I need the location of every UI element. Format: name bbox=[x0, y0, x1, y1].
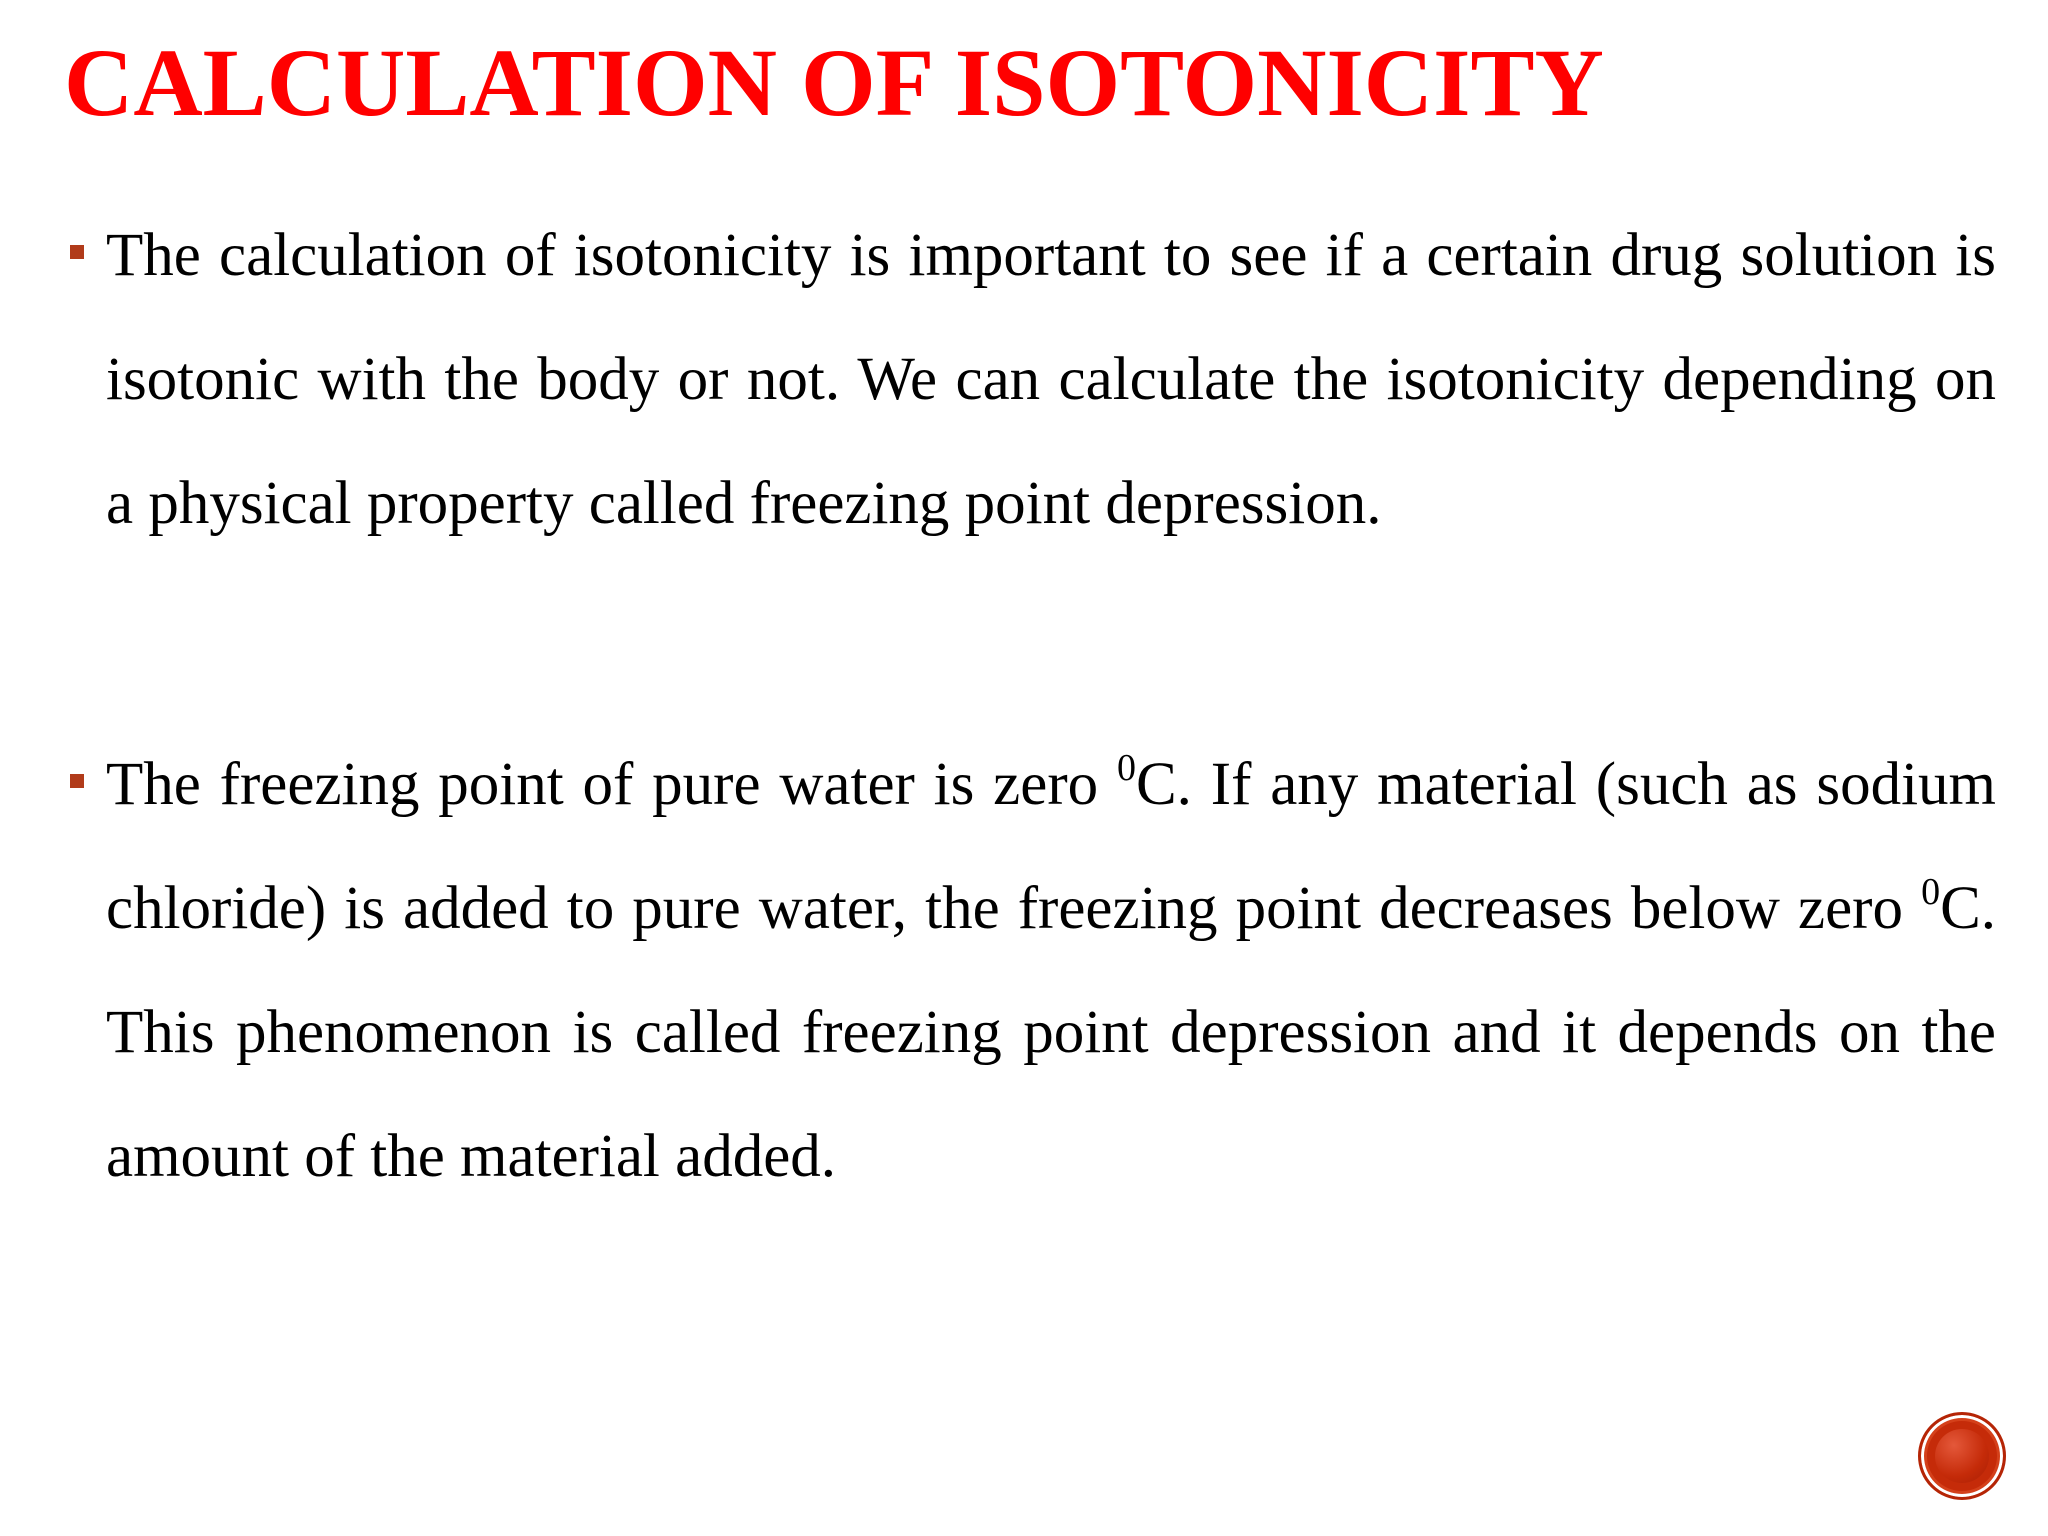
superscript: 0 bbox=[1921, 871, 1941, 913]
bullet-item bbox=[106, 723, 1996, 1219]
bullet-text-part: C. This phenomenon is called freezing point depression and it depends on the amount of the material added. bbox=[106, 875, 1996, 1190]
square-bullet-icon bbox=[70, 774, 84, 788]
slide-title: CALCULATION OF ISOTONICITY bbox=[64, 29, 1604, 136]
button-shine bbox=[1935, 1429, 1989, 1483]
bullet-text-part: The freezing point of pure water is zero bbox=[106, 751, 1117, 818]
circle-button-icon[interactable] bbox=[1918, 1412, 2006, 1500]
square-bullet-icon bbox=[70, 245, 84, 259]
bullet-text: The calculation of isotonicity is important to see if a certain drug solution is isotonic with the body or not. We can calculate the isotonicity depending on a physical property called freezing point depression. bbox=[106, 222, 1996, 537]
bullet-item bbox=[106, 194, 1996, 566]
superscript: 0 bbox=[1116, 747, 1136, 789]
bullet-text-part: C. If any material (such as sodium chloride) is added to pure water, the freezing point decreases below zero bbox=[106, 751, 1996, 942]
